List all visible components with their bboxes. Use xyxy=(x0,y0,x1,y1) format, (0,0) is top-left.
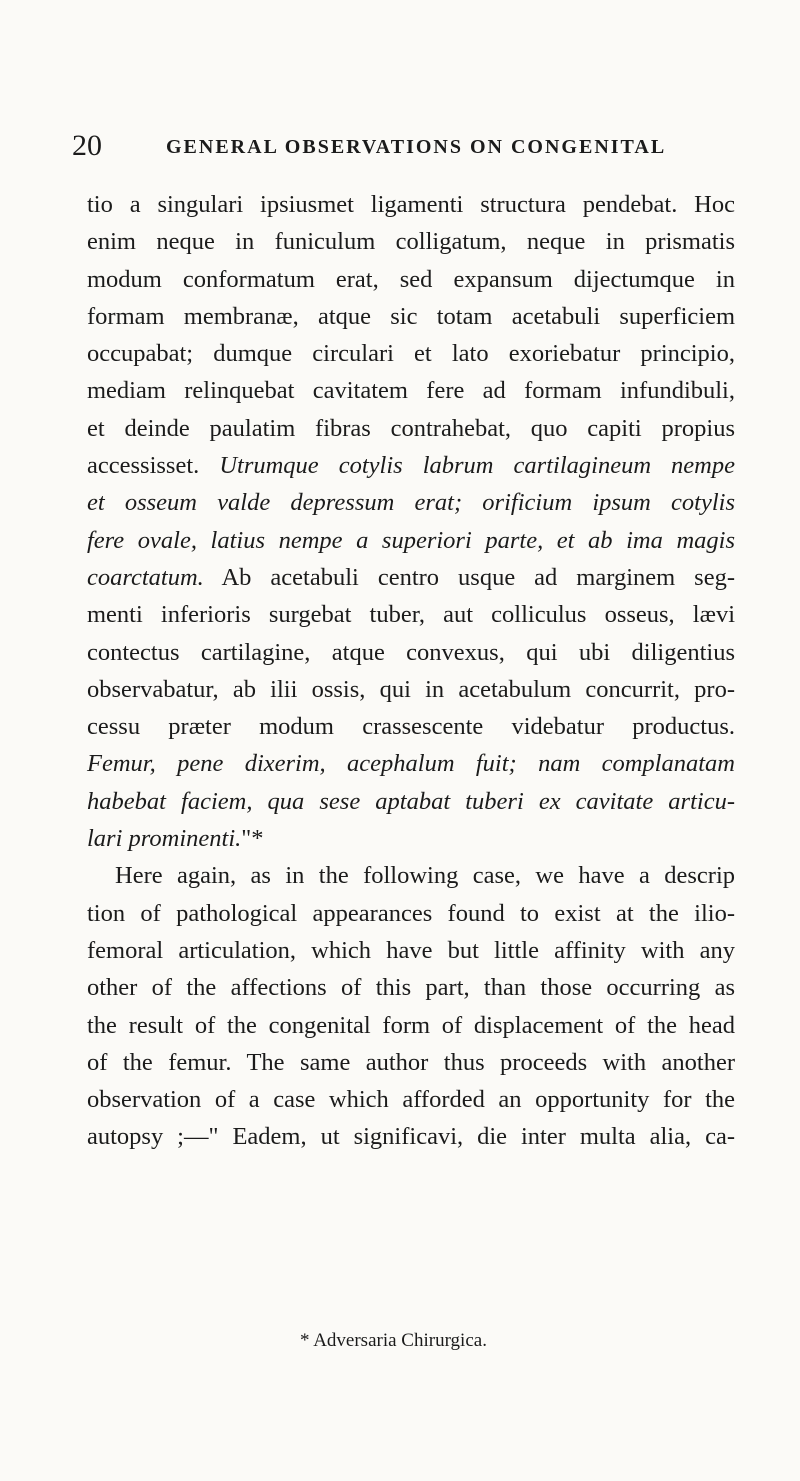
text-line: observabatur, ab ilii ossis, qui in acetabulum concurrit, pro- xyxy=(87,675,735,703)
text-segment: Ab acetabuli centro usque ad marginem seg- xyxy=(221,563,736,591)
text-line: autopsy ;—" Eadem, ut significavi, die inter multa alia, ca- xyxy=(87,1123,735,1151)
footnote-marker: "* xyxy=(241,825,264,853)
text-line: modum conformatum erat, sed expansum dijectumque in xyxy=(87,265,735,293)
text-line: mediam relinquebat cavitatem fere ad formam infundibuli, xyxy=(87,377,735,405)
text-line: habebat faciem, qua sese aptabat tuberi ex cavitate articu- xyxy=(87,787,735,815)
italic-segment: coarctatum. xyxy=(87,563,204,591)
text-line: other of the affections of this part, than those occurring as xyxy=(87,974,735,1002)
text-line: occupabat; dumque circulari et lato exoriebatur principio, xyxy=(87,340,735,368)
text-line: cessu præter modum crassescente videbatur productus. xyxy=(87,713,735,741)
text-line: Femur, pene dixerim, acephalum fuit; nam complanatam xyxy=(87,750,735,778)
body-text xyxy=(87,186,735,1156)
text-line: et deinde paulatim fibras contrahebat, quo capiti propius xyxy=(87,414,735,442)
text-line xyxy=(87,447,735,484)
text-line: contectus cartilagine, atque convexus, qui ubi diligentius xyxy=(87,638,735,666)
running-head: GENERAL OBSERVATIONS ON CONGENITAL xyxy=(166,136,667,158)
footnote: * Adversaria Chirurgica. xyxy=(300,1330,487,1351)
text-line: enim neque in funiculum colligatum, neque in prismatis xyxy=(87,228,735,256)
text-segment: accessisset. xyxy=(87,452,200,480)
text-line: of the femur. The same author thus proceeds with another xyxy=(87,1048,735,1076)
text-line: observation of a case which afforded an opportunity for the xyxy=(87,1086,735,1114)
text-line: et osseum valde depressum erat; orificium ipsum cotylis xyxy=(87,489,735,517)
text-line: Here again, as in the following case, we have a descrip xyxy=(115,862,735,890)
text-line: femoral articulation, which have but little affinity with any xyxy=(87,936,735,964)
text-line xyxy=(87,820,735,857)
text-line: tion of pathological appearances found to exist at the ilio- xyxy=(87,899,735,927)
page-header xyxy=(72,126,732,166)
text-line: menti inferioris surgebat tuber, aut colliculus osseus, lævi xyxy=(87,601,735,629)
text-line: the result of the congenital form of displacement of the head xyxy=(87,1011,735,1039)
italic-segment: Utrumque cotylis labrum cartilagineum nempe xyxy=(219,452,735,480)
text-line xyxy=(87,559,735,596)
text-line: fere ovale, latius nempe a superiori parte, et ab ima magis xyxy=(87,526,735,554)
text-line: formam membranæ, atque sic totam acetabuli superficiem xyxy=(87,302,735,330)
italic-segment: lari prominenti. xyxy=(87,825,242,853)
page-number: 20 xyxy=(72,129,102,162)
text-line: tio a singulari ipsiusmet ligamenti structura pendebat. Hoc xyxy=(87,191,735,218)
